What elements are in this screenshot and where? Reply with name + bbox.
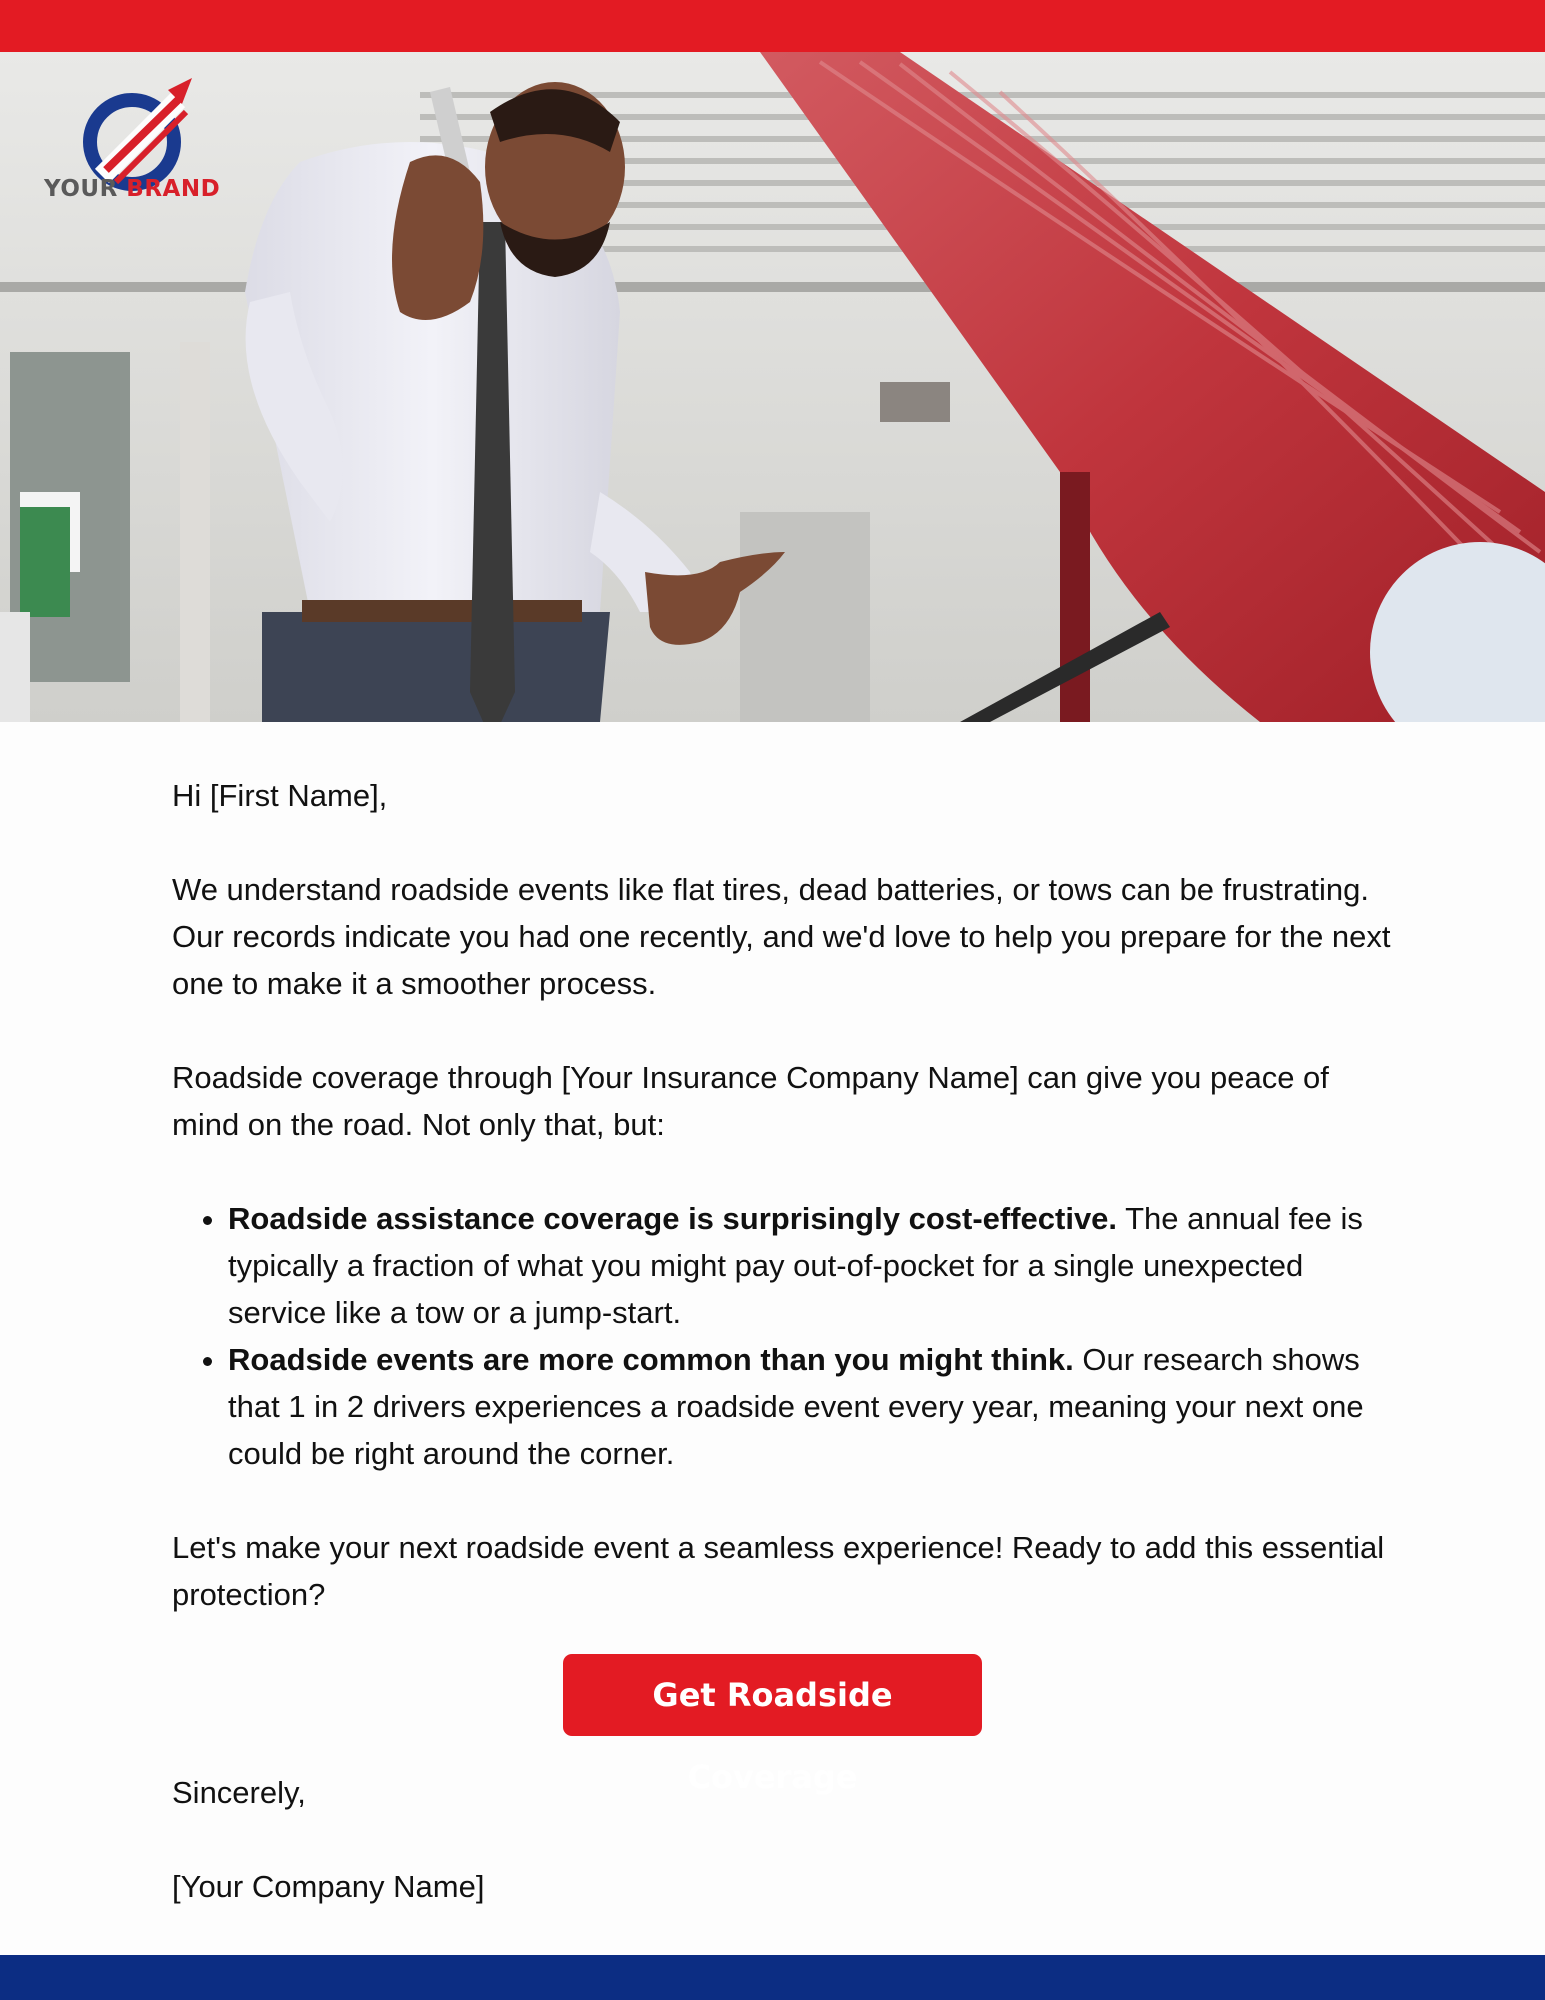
hero-photo-icon: [0, 52, 1545, 722]
get-roadside-coverage-button[interactable]: Get Roadside Coverage: [563, 1654, 982, 1736]
top-accent-bar: [0, 0, 1545, 52]
bullet-bold-text: Roadside assistance coverage is surprisingly cost-effective.: [228, 1201, 1118, 1236]
brand-wordmark: [44, 176, 234, 202]
intro-paragraph: We understand roadside events like flat tires, dead batteries, or tows can be frustrating. Our records indicate you had one recently, and we'd love to help you prepare for the next one to make it a smoother process.: [172, 872, 1391, 1001]
brand-word-your: YOUR: [44, 176, 118, 202]
cta-paragraph: Let's make your next roadside event a seamless experience! Ready to add this essential protection?: [172, 1530, 1385, 1612]
greeting: Hi [First Name],: [172, 778, 388, 813]
bullet-bold-text: Roadside events are more common than you might think.: [228, 1342, 1074, 1377]
bottom-accent-bar: [0, 1955, 1545, 2000]
signoff: Sincerely,: [172, 1775, 306, 1810]
bullet-text: The annual fee is typically a fraction of what you might pay out-of-pocket for a single unexpected service like a tow or a jump-start.: [228, 1201, 1363, 1330]
list-item: [228, 1195, 1392, 1336]
letter-body: [172, 772, 1392, 1665]
coverage-paragraph: Roadside coverage through [Your Insurance Company Name] can give you peace of mind on the road. Not only that, but:: [172, 1060, 1329, 1142]
brand-word-brand: BRAND: [126, 176, 221, 202]
hero-image: [0, 52, 1545, 722]
bullet-text: Our research shows that 1 in 2 drivers experiences a roadside event every year, meaning your next one could be right around the corner.: [228, 1342, 1364, 1471]
letter-closing: [172, 1769, 484, 1957]
benefits-list: [172, 1195, 1392, 1477]
list-item: [228, 1336, 1392, 1477]
signature: [Your Company Name]: [172, 1869, 485, 1904]
